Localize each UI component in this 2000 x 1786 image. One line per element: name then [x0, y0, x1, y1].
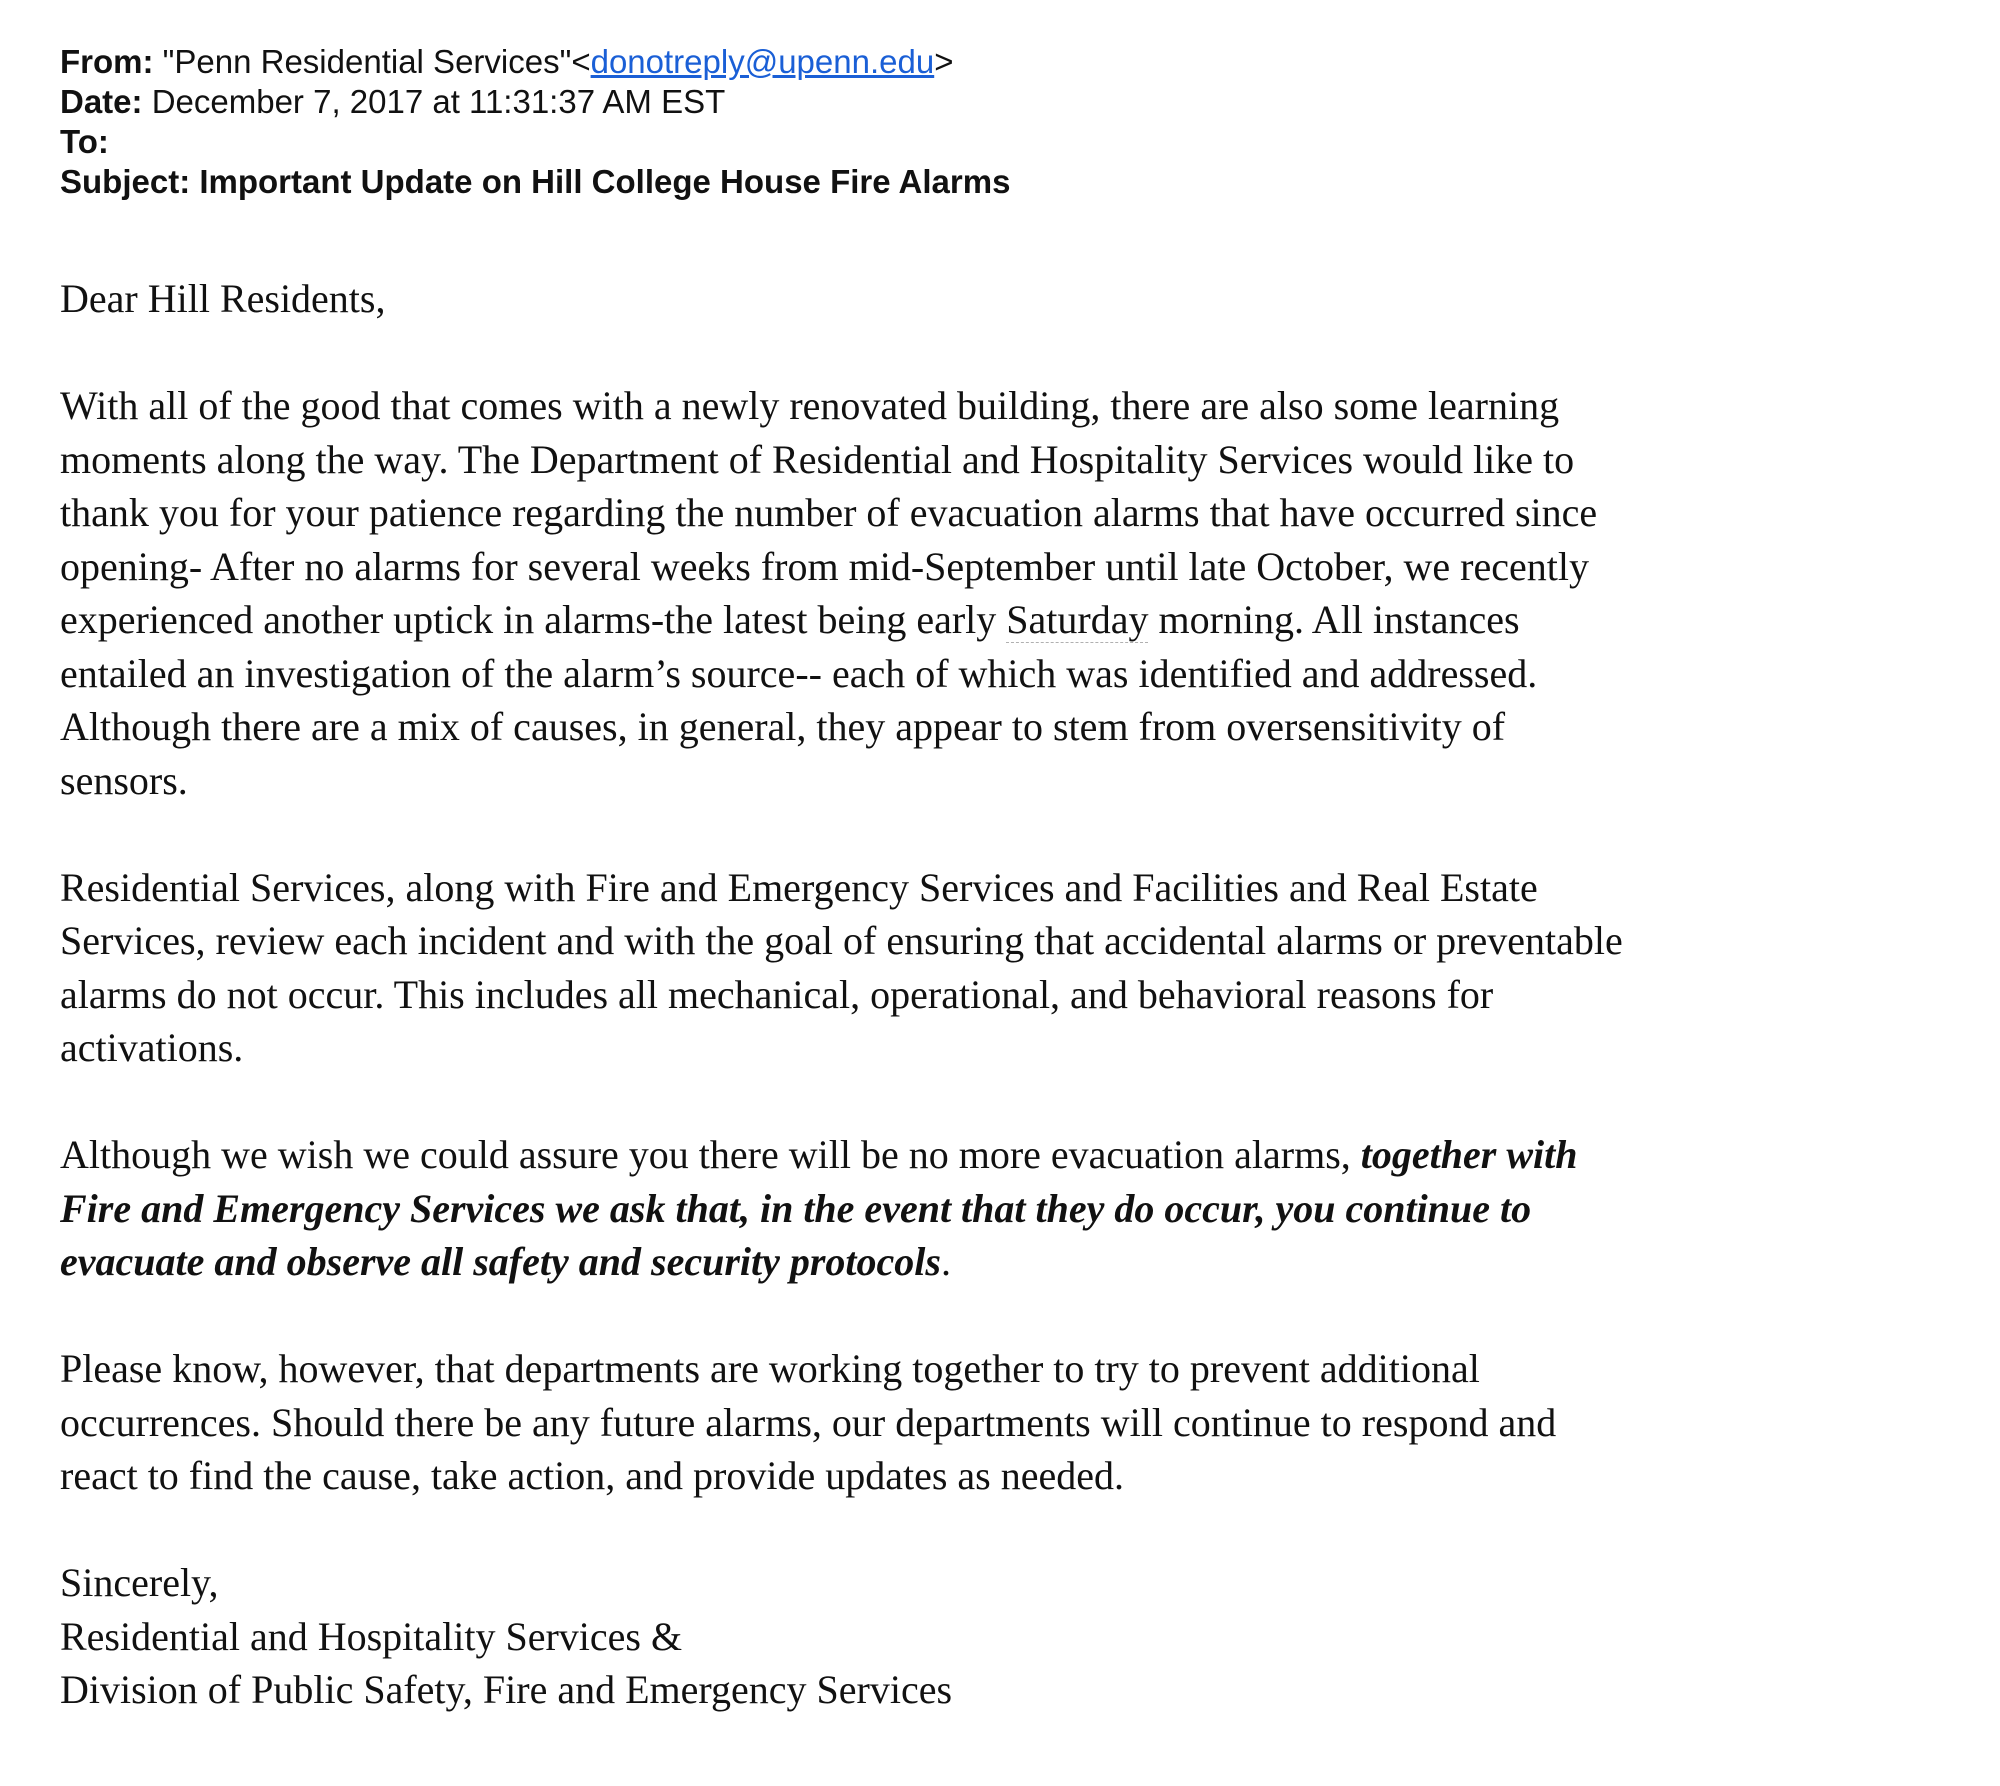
- paragraph-line: [60, 1128, 1950, 1182]
- subject-row: [60, 162, 1950, 202]
- paragraph-line: entailed an investigation of the alarm’s source-- each of which was identified and addressed.: [60, 650, 1538, 696]
- paragraph-4: [60, 1342, 1950, 1503]
- paragraph-line: thank you for your patience regarding the number of evacuation alarms that have occurred since: [60, 490, 1598, 535]
- paragraph-line: activations.: [60, 1025, 244, 1070]
- spellcheck-underlined-word: Saturday: [1006, 597, 1149, 642]
- paragraph-line: moments along the way. The Department of Residential and Hospitality Services would like to: [60, 436, 1575, 482]
- paragraph-line: Please know, however, that departments are working together to try to prevent additional: [60, 1346, 1480, 1391]
- email-body: [60, 272, 1950, 1717]
- greeting-text: Dear Hill Residents,: [60, 276, 386, 321]
- paragraph-line: Services, review each incident and with the goal of ensuring that accidental alarms or preventable: [60, 918, 1623, 963]
- sender-email-link[interactable]: donotreply@upenn.edu: [590, 43, 935, 80]
- paragraph-line: [60, 1235, 1950, 1289]
- sender-name: "Penn Residential Services": [162, 43, 572, 80]
- subject-value: Important Update on Hill College House Fire Alarms: [199, 163, 1011, 200]
- subject-label: Subject:: [60, 163, 191, 200]
- line-segment: .: [940, 1239, 951, 1284]
- date-value: December 7, 2017 at 11:31:37 AM EST: [151, 83, 726, 120]
- to-row: [60, 122, 1950, 162]
- paragraph-line: Residential Services, along with Fire and Emergency Services and Facilities and Real Estate: [60, 864, 1538, 910]
- to-label: To:: [60, 123, 109, 160]
- paragraph-line: With all of the good that comes with a newly renovated building, there are also some learning: [60, 383, 1560, 428]
- paragraph-line: alarms do not occur. This includes all mechanical, operational, and behavioral reasons for: [60, 971, 1494, 1017]
- sender-close-bracket: >: [934, 43, 954, 80]
- paragraph-3: [60, 1128, 1950, 1289]
- signature-line: Division of Public Safety, Fire and Emergency Services: [60, 1667, 953, 1712]
- emphasis-text: evacuate and observe all safety and security protocols: [60, 1239, 941, 1284]
- paragraph-line: react to find the cause, take action, and provide updates as needed.: [60, 1453, 1125, 1498]
- email-message: [60, 42, 1950, 1717]
- sender-open-bracket: <: [571, 43, 591, 80]
- signature: [60, 1556, 1950, 1717]
- line-segment: morning. All instances: [1148, 597, 1520, 642]
- paragraph-2: [60, 861, 1950, 1075]
- signature-closing: Sincerely,: [60, 1560, 219, 1605]
- date-row: [60, 82, 1950, 122]
- signature-line: Residential and Hospitality Services &: [60, 1613, 683, 1659]
- emphasis-text: together with: [1360, 1132, 1578, 1177]
- line-segment: experienced another uptick in alarms-the latest being early: [60, 597, 1007, 642]
- paragraph-line: [60, 593, 1950, 647]
- paragraph-line: opening- After no alarms for several weeks from mid-September until late October, we recently: [60, 543, 1589, 589]
- from-row: [60, 42, 1950, 82]
- greeting: [60, 272, 1950, 326]
- paragraph-line: Although there are a mix of causes, in general, they appear to stem from oversensitivity of: [60, 704, 1506, 749]
- emphasis-text: Fire and Emergency Services we ask that, in the event that they do occur, you continue to: [60, 1185, 1532, 1231]
- date-label: Date:: [60, 83, 143, 120]
- from-label: From:: [60, 43, 154, 80]
- paragraph-1: [60, 379, 1950, 807]
- email-headers: [60, 42, 1950, 202]
- paragraph-line: occurrences. Should there be any future alarms, our departments will continue to respond and: [60, 1399, 1557, 1445]
- line-segment: Although we wish we could assure you there will be no more evacuation alarms,: [60, 1132, 1361, 1177]
- paragraph-line: sensors.: [60, 757, 188, 803]
